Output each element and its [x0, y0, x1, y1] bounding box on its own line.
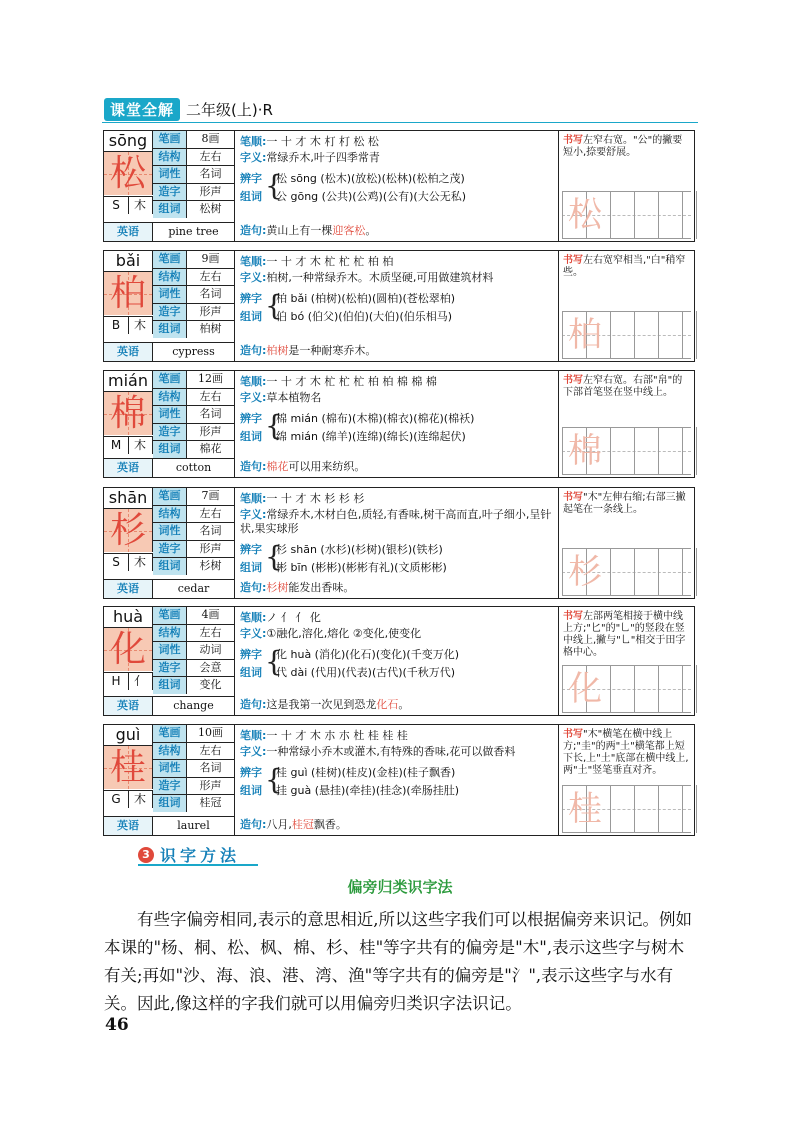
- big-character: [104, 746, 153, 789]
- label-meaning: 字义:: [240, 391, 267, 404]
- meaning: 一种常绿小乔木或灌木,有特殊的香味,花可以做香料: [266, 745, 516, 758]
- label-word: 组词: [153, 441, 187, 458]
- char-info-panel: [104, 488, 235, 598]
- label-stroke-order: 笔顺:: [240, 611, 267, 624]
- practice-grid: [562, 665, 691, 713]
- brace-icon: {: [265, 645, 283, 678]
- label-distinguish: 辨字: [240, 292, 262, 305]
- character-card: [103, 370, 695, 478]
- label-writing: 书写: [563, 135, 583, 146]
- label-word: 组词: [153, 558, 187, 575]
- practice-grid: [562, 427, 691, 475]
- label-formation: 造字: [153, 660, 187, 677]
- label-word: 组词: [153, 201, 187, 218]
- ghost-character: 松: [568, 195, 602, 235]
- label-formation: 造字: [153, 304, 187, 321]
- label-pos: 词性: [153, 166, 187, 183]
- brand-logo: 课堂全解: [104, 98, 180, 121]
- big-character: [104, 509, 153, 552]
- section-title: 识字方法: [160, 846, 241, 865]
- label-english: 英语: [104, 459, 153, 477]
- distinguish-block: [240, 409, 554, 445]
- char-properties: [153, 371, 234, 458]
- label-stroke-order: 笔顺:: [240, 135, 267, 148]
- character-card: [103, 130, 695, 242]
- label-strokes: 笔画: [153, 251, 187, 268]
- distinguish-line-2: 伯 bó (伯父)(伯伯)(大伯)(伯乐相马): [276, 310, 453, 323]
- sentence-post: 。: [365, 224, 377, 237]
- writing-tip: [563, 729, 690, 777]
- pinyin: sōng: [104, 131, 153, 152]
- english-row: [104, 222, 234, 241]
- char-properties: [153, 488, 234, 575]
- writing-tip-text: "木"左伸右缩;右部三撇起笔在一条线上。: [563, 492, 686, 515]
- meaning: 草本植物名: [266, 391, 322, 404]
- ghost-character: 杉: [568, 552, 602, 592]
- part-of-speech: 名词: [199, 407, 222, 420]
- label-stroke-order: 笔顺:: [240, 375, 267, 388]
- distinguish-line-2: 公 gōng (公共)(公鸡)(公有)(大公无私): [276, 190, 466, 203]
- stroke-count: 9画: [201, 252, 220, 265]
- part-of-speech: 名词: [199, 761, 222, 774]
- label-structure: 结构: [153, 269, 187, 286]
- distinguish-line-1: 柏 bǎi (柏树)(松柏)(圆柏)(苍松翠柏): [276, 292, 456, 305]
- label-structure: 结构: [153, 625, 187, 642]
- meaning-row: [240, 508, 554, 536]
- label-sentence: 造句:: [240, 698, 267, 711]
- method-title: 偏旁归类识字法: [347, 878, 453, 896]
- label-pos: 词性: [153, 523, 187, 540]
- writing-tip-text: 左窄右宽。右部"帛"的下部首笔竖在竖中线上。: [563, 375, 683, 398]
- practice-grid: [562, 785, 691, 833]
- ghost-character: 化: [568, 669, 602, 709]
- label-strokes: 笔画: [153, 131, 187, 148]
- label-writing: 书写: [563, 729, 583, 740]
- writing-tip-text: "木"横笔在横中线上方;"圭"的两"土"横笔都上短下长,上"土"底部在横中线上,两"土"竖笔垂直对齐。: [563, 729, 689, 776]
- english-word: change: [173, 699, 214, 712]
- writing-panel: [559, 607, 694, 715]
- stroke-count: 12画: [198, 372, 223, 385]
- label-distinguish: 辨字: [240, 766, 262, 779]
- distinguish-line-1: 化 huà (消化)(化石)(变化)(千变万化): [276, 648, 460, 661]
- distinguish-line-2: 挂 guà (悬挂)(牵挂)(挂念)(牵肠挂肚): [276, 784, 460, 797]
- sentence-row: [240, 224, 554, 238]
- character-glyph: 柏: [109, 273, 146, 314]
- stroke-order: 一 十 才 木 杧 杧 杧 柏 柏 棉 棉 棉: [266, 375, 437, 388]
- meaning-row: [240, 745, 554, 759]
- radical: 木: [128, 316, 153, 334]
- english-row: [104, 458, 234, 477]
- sentence-post: 。: [398, 698, 410, 711]
- label-pos: 词性: [153, 286, 187, 303]
- label-meaning: 字义:: [240, 151, 267, 164]
- label-formation: 造字: [153, 424, 187, 441]
- structure: 左右: [199, 506, 222, 520]
- english-word: cypress: [172, 345, 215, 358]
- initial-letter: G: [104, 790, 129, 808]
- writing-tip: [563, 135, 690, 159]
- distinguish-block: [240, 645, 554, 681]
- label-compose: 组词: [240, 784, 262, 797]
- char-details-panel: [235, 251, 559, 361]
- stroke-order: ノ 亻 亻 化: [266, 611, 321, 624]
- initial-letter: S: [104, 196, 129, 214]
- label-word: 组词: [153, 677, 187, 694]
- label-english: 英语: [104, 580, 153, 598]
- sentence-pre: 黄山上有一棵: [266, 224, 333, 237]
- meaning-row: [240, 151, 554, 165]
- english-row: [104, 342, 234, 361]
- character-glyph: 杉: [109, 510, 146, 551]
- distinguish-block: [240, 289, 554, 325]
- label-distinguish: 辨字: [240, 172, 262, 185]
- sentence-row: [240, 344, 554, 358]
- char-info-panel: [104, 371, 235, 477]
- label-strokes: 笔画: [153, 488, 187, 505]
- char-details-panel: [235, 131, 559, 241]
- distinguish-block: [240, 763, 554, 799]
- stroke-order: 一 十 才 木 朾 朾 松 松: [266, 135, 379, 148]
- sentence-post: 能发出香味。: [288, 581, 355, 594]
- stroke-order-row: [240, 492, 554, 506]
- stroke-order: 一 十 才 木 杉 杉 杉: [266, 492, 365, 505]
- brace-icon: {: [265, 540, 283, 573]
- label-writing: 书写: [563, 255, 583, 266]
- label-english: 英语: [104, 223, 153, 241]
- writing-panel: [559, 488, 694, 598]
- sentence-highlight: 柏树: [266, 344, 289, 357]
- label-english: 英语: [104, 343, 153, 361]
- big-character: [104, 152, 153, 195]
- sentence-pre: 八月,: [266, 818, 292, 831]
- formation: 会意: [199, 660, 222, 674]
- radical: 木: [128, 790, 153, 808]
- label-strokes: 笔画: [153, 371, 187, 388]
- initial-letter: M: [104, 436, 129, 454]
- example-word: 桂冠: [199, 796, 222, 809]
- sentence-row: [240, 698, 554, 712]
- writing-tip: [563, 255, 690, 279]
- initial-letter: B: [104, 316, 129, 334]
- sentence-highlight: 迎客松: [332, 224, 366, 237]
- character-card: [103, 724, 695, 836]
- sentence-pre: 这是我第一次见到恐龙: [266, 698, 377, 711]
- label-writing: 书写: [563, 375, 583, 386]
- pinyin: bǎi: [104, 251, 153, 272]
- label-structure: 结构: [153, 389, 187, 406]
- label-formation: 造字: [153, 184, 187, 201]
- char-info-panel: [104, 725, 235, 835]
- label-strokes: 笔画: [153, 725, 187, 742]
- distinguish-line-1: 杉 shān (水杉)(杉树)(银杉)(铁杉): [276, 543, 443, 556]
- practice-grid: [562, 548, 691, 596]
- part-of-speech: 名词: [199, 167, 222, 180]
- brace-icon: {: [265, 763, 283, 796]
- stroke-count: 10画: [198, 726, 223, 739]
- sentence-highlight: 桂冠: [291, 818, 314, 831]
- section-number: 3: [138, 847, 154, 863]
- writing-tip: [563, 375, 690, 399]
- label-meaning: 字义:: [240, 627, 267, 640]
- label-sentence: 造句:: [240, 460, 267, 473]
- stroke-order: 一 十 才 木 朩 朩 杜 桂 桂 桂: [266, 729, 408, 742]
- char-properties: [153, 607, 234, 694]
- big-character: [104, 628, 153, 671]
- char-details-panel: [235, 488, 559, 598]
- english-row: [104, 579, 234, 598]
- distinguish-line-2: 绵 mián (绵羊)(连绵)(绵长)(连绵起伏): [276, 430, 466, 443]
- part-of-speech: 动词: [199, 643, 222, 656]
- formation: 形声: [199, 304, 222, 318]
- writing-panel: [559, 131, 694, 241]
- sentence-post: 是一种耐寒乔木。: [288, 344, 377, 357]
- character-card: [103, 250, 695, 362]
- big-character: [104, 272, 153, 315]
- label-formation: 造字: [153, 541, 187, 558]
- label-formation: 造字: [153, 778, 187, 795]
- distinguish-line-1: 桂 guì (桂树)(桂皮)(金桂)(桂子飘香): [276, 766, 456, 779]
- label-compose: 组词: [240, 430, 262, 443]
- char-properties: [153, 251, 234, 338]
- sentence-post: 飘香。: [313, 818, 347, 831]
- stroke-order: 一 十 才 木 杧 杧 杧 柏 柏: [266, 255, 394, 268]
- meaning: 常绿乔木,叶子四季常青: [266, 151, 380, 164]
- stroke-order-row: [240, 729, 554, 743]
- structure: 左右: [199, 625, 222, 639]
- character-glyph: 桂: [109, 747, 146, 788]
- character-glyph: 棉: [109, 393, 146, 434]
- initial-letter: H: [104, 672, 129, 690]
- character-card: [103, 487, 695, 599]
- english-word: laurel: [177, 819, 210, 832]
- pinyin: shān: [104, 488, 153, 509]
- label-strokes: 笔画: [153, 607, 187, 624]
- label-meaning: 字义:: [240, 508, 267, 521]
- label-compose: 组词: [240, 666, 262, 679]
- label-structure: 结构: [153, 506, 187, 523]
- char-info-panel: [104, 251, 235, 361]
- label-writing: 书写: [563, 492, 583, 503]
- stroke-order-row: [240, 255, 554, 269]
- writing-panel: [559, 371, 694, 477]
- character-glyph: 化: [109, 629, 146, 670]
- sentence-highlight: 化石: [376, 698, 399, 711]
- writing-panel: [559, 251, 694, 361]
- stroke-order-row: [240, 375, 554, 389]
- label-stroke-order: 笔顺:: [240, 729, 267, 742]
- label-pos: 词性: [153, 760, 187, 777]
- page-number: 46: [105, 1015, 129, 1035]
- example-word: 松树: [199, 202, 222, 215]
- writing-tip: [563, 611, 690, 659]
- example-word: 棉花: [199, 442, 222, 455]
- character-card: [103, 606, 695, 716]
- label-english: 英语: [104, 697, 153, 715]
- sentence-post: 可以用来纺织。: [288, 460, 366, 473]
- label-pos: 词性: [153, 406, 187, 423]
- pinyin: huà: [104, 607, 153, 628]
- meaning-row: [240, 627, 554, 641]
- sentence-row: [240, 818, 554, 832]
- character-glyph: 松: [109, 153, 146, 194]
- distinguish-line-1: 松 sōng (松木)(放松)(松林)(松柏之茂): [276, 172, 465, 185]
- radical: 木: [128, 553, 153, 571]
- distinguish-line-1: 棉 mián (棉布)(木棉)(棉衣)(棉花)(棉袄): [276, 412, 475, 425]
- writing-tip-text: 左部两笔相接于横中线上方;"匕"的"乚"的竖段在竖中线上,撇与"乚"相交于田字格中心。: [563, 611, 686, 658]
- stroke-count: 8画: [201, 132, 220, 145]
- writing-tip: [563, 492, 690, 516]
- writing-panel: [559, 725, 694, 835]
- label-word: 组词: [153, 321, 187, 338]
- sentence-row: [240, 460, 554, 474]
- stroke-count: 4画: [201, 608, 220, 621]
- header-rule: [102, 122, 698, 123]
- label-structure: 结构: [153, 149, 187, 166]
- english-row: [104, 816, 234, 835]
- sentence-highlight: 杉树: [266, 581, 289, 594]
- label-meaning: 字义:: [240, 271, 267, 284]
- structure: 左右: [199, 149, 222, 163]
- example-word: 变化: [199, 678, 222, 691]
- english-row: [104, 696, 234, 715]
- method-paragraph: [104, 906, 694, 1018]
- distinguish-line-2: 彬 bīn (彬彬)(彬彬有礼)(文质彬彬): [276, 561, 447, 574]
- structure: 左右: [199, 389, 222, 403]
- part-of-speech: 名词: [199, 524, 222, 537]
- label-compose: 组词: [240, 190, 262, 203]
- label-structure: 结构: [153, 743, 187, 760]
- char-info-panel: [104, 131, 235, 241]
- label-distinguish: 辨字: [240, 543, 262, 556]
- label-compose: 组词: [240, 561, 262, 574]
- char-details-panel: [235, 607, 559, 715]
- label-compose: 组词: [240, 310, 262, 323]
- formation: 形声: [199, 778, 222, 792]
- meaning: 柏树,一种常绿乔木。木质坚硬,可用做建筑材料: [266, 271, 494, 284]
- label-writing: 书写: [563, 611, 583, 622]
- structure: 左右: [199, 743, 222, 757]
- label-word: 组词: [153, 795, 187, 812]
- formation: 形声: [199, 424, 222, 438]
- brace-icon: {: [265, 169, 283, 202]
- char-details-panel: [235, 725, 559, 835]
- example-word: 杉树: [199, 559, 222, 572]
- label-meaning: 字义:: [240, 745, 267, 758]
- stroke-order-row: [240, 135, 554, 149]
- pinyin: guì: [104, 725, 153, 746]
- part-of-speech: 名词: [199, 287, 222, 300]
- paragraph-text: 有些字偏旁相同,表示的意思相近,所以这些字我们可以根据偏旁来识记。例如本课的"杨、桐、松、枫、棉、杉、桂"等字共有的偏旁是"木",表示这些字与树木有关;再如"沙、海、浪、港、湾、渔"等字共有的偏旁是"氵",表示这些字与水有关。因此,像这样的字我们就可以用偏旁归类识字法识记。: [104, 910, 692, 1013]
- ghost-character: 柏: [568, 315, 602, 355]
- section-header: [138, 843, 240, 866]
- label-sentence: 造句:: [240, 581, 267, 594]
- grade-label: 二年级(上)·R: [186, 100, 273, 119]
- label-stroke-order: 笔顺:: [240, 255, 267, 268]
- practice-grid: [562, 311, 691, 359]
- section-underline: [138, 864, 258, 866]
- brace-icon: {: [265, 409, 283, 442]
- char-details-panel: [235, 371, 559, 477]
- label-sentence: 造句:: [240, 344, 267, 357]
- distinguish-block: [240, 540, 554, 576]
- ghost-character: 棉: [568, 431, 602, 471]
- radical: 亻: [128, 672, 153, 690]
- sentence-highlight: 棉花: [266, 460, 289, 473]
- label-english: 英语: [104, 817, 153, 835]
- initial-letter: S: [104, 553, 129, 571]
- meaning: 常绿乔木,木材白色,质轻,有香味,树干高而直,叶子细小,呈针状,果实球形: [240, 508, 552, 535]
- label-distinguish: 辨字: [240, 412, 262, 425]
- radical: 木: [128, 436, 153, 454]
- char-info-panel: [104, 607, 235, 715]
- char-properties: [153, 131, 234, 218]
- english-word: cedar: [177, 582, 210, 595]
- example-word: 柏树: [199, 322, 222, 335]
- meaning-row: [240, 271, 554, 285]
- label-sentence: 造句:: [240, 818, 267, 831]
- label-stroke-order: 笔顺:: [240, 492, 267, 505]
- header: [104, 98, 273, 120]
- practice-grid: [562, 191, 691, 239]
- ghost-character: 桂: [568, 789, 602, 829]
- stroke-order-row: [240, 611, 554, 625]
- formation: 形声: [199, 184, 222, 198]
- formation: 形声: [199, 541, 222, 555]
- char-properties: [153, 725, 234, 812]
- meaning-row: [240, 391, 554, 405]
- writing-tip-text: 左窄右宽。"公"的撇要短小,捺要舒展。: [563, 135, 683, 158]
- distinguish-line-2: 代 dài (代用)(代表)(古代)(千秋万代): [276, 666, 456, 679]
- label-sentence: 造句:: [240, 224, 267, 237]
- english-word: pine tree: [168, 225, 219, 238]
- structure: 左右: [199, 269, 222, 283]
- label-distinguish: 辨字: [240, 648, 262, 661]
- meaning: ①融化,溶化,熔化 ②变化,使变化: [266, 627, 422, 640]
- radical: 木: [128, 196, 153, 214]
- writing-tip-text: 左右宽窄相当,"白"稍窄些。: [563, 255, 686, 278]
- pinyin: mián: [104, 371, 153, 392]
- big-character: [104, 392, 153, 435]
- english-word: cotton: [175, 461, 212, 474]
- distinguish-block: [240, 169, 554, 205]
- stroke-count: 7画: [201, 489, 220, 502]
- sentence-row: [240, 581, 554, 595]
- brace-icon: {: [265, 289, 283, 322]
- label-pos: 词性: [153, 642, 187, 659]
